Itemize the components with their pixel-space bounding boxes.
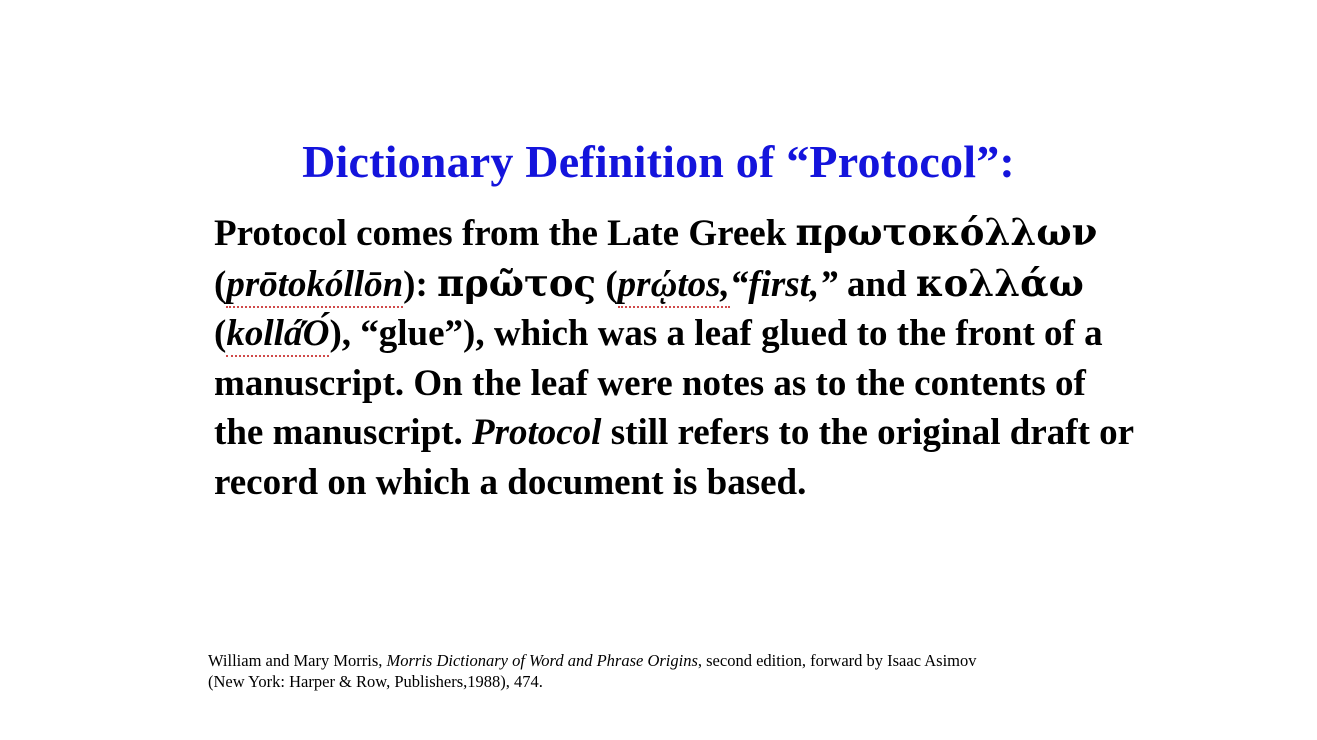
transliteration-protokollon: prōtokóllōn [226,264,403,308]
body-segment-7: ( [214,313,227,354]
citation-work-title: Morris Dictionary of Word and Phrase Origins [386,651,698,670]
body-segment-3: ): [403,263,438,305]
body-segment-2: ( [214,263,227,305]
body-segment-8: ), “glue”), which was a leaf glued to the front of a manuscript. On the leaf were notes as to the contents of the manuscript. [214,313,1103,453]
citation-authors: William and Mary Morris, [208,651,387,670]
body-segment-6: and [837,263,916,305]
citation [208,650,1168,692]
greek-word-kollao: κολλάω [915,260,1084,305]
greek-word-protos: πρῶτος [437,260,597,305]
greek-word-protokollon: πρωτοκόλλων [795,210,1098,254]
page-title: Dictionary Definition of “Protocol”: [302,136,1015,187]
transliteration-kollao: kolláΌ́ [226,313,329,357]
emphasis-protocol: Protocol [471,412,602,453]
body-text [214,208,1134,507]
body-segment-4: ( [596,263,618,305]
citation-publication: (New York: Harper & Row, Publishers,1988), 474. [208,672,543,691]
body-segment-9: still refers to the original draft or record on which a document is based. [214,412,1134,503]
citation-details: , second edition, forward by Isaac Asimov [697,651,977,670]
body-segment-1: Protocol comes from the Late Greek [214,213,796,254]
gloss-first: “first,” [729,263,838,305]
transliteration-protos: prῴtos, [618,264,730,308]
